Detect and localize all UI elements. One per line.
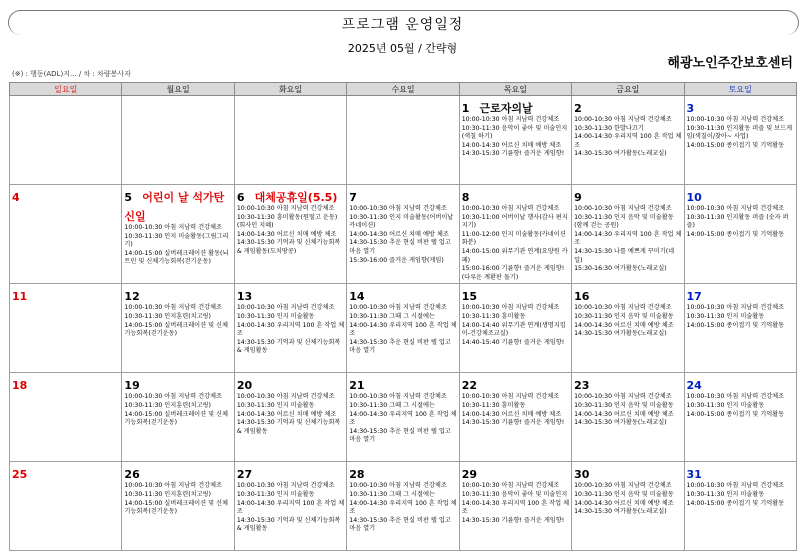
page-subtitle: 2025년 05월 / 간략형 <box>347 42 458 55</box>
calendar-day-cell <box>684 185 796 284</box>
day-header <box>574 285 681 304</box>
day-number: 8 <box>461 191 470 204</box>
day-number: 10 <box>686 191 702 204</box>
calendar-table <box>9 82 797 551</box>
day-schedule: 10:00-10:30 아침 지남력 건강체조 10:30-11:30 인지훈련(치고링) 14:00-15:00 실버레크레이션 및 신체기능회복(걷기운동) <box>124 393 228 427</box>
day-header <box>237 374 344 393</box>
calendar-day-cell <box>234 373 346 462</box>
day-number: 15 <box>461 290 477 304</box>
day-schedule: 10:00-10:30 아침 지남력 건강체조 10:30-11:30 흥미활동 14:00-14:30 어르신 치매 예방 체조 14:30-15:30 기륜향! 즐거운 게임향! <box>461 393 565 427</box>
calendar-week-row <box>10 462 797 551</box>
day-schedule: 10:00-10:30 아침 지남력 건강체조 10:30-11:30 그때 그 시절에는 14:00-14:30 우리지역 100 흔 작업 체조 14:30-15:30 추운 현실 비판 텔 업고 마음 열기 <box>349 393 457 444</box>
day-schedule: 10:00-10:30 아침 지남력 건강체조 10:30-11:30 인지 미술활동 14:00-15:00 종이접기 및 기억활동 <box>686 393 785 418</box>
calendar-body <box>10 96 797 551</box>
day-header <box>12 285 119 304</box>
calendar-day-cell <box>459 284 571 373</box>
calendar-day-cell <box>572 284 684 373</box>
calendar-day-cell <box>684 462 796 551</box>
day-header <box>12 463 119 482</box>
day-header <box>124 186 231 224</box>
day-header <box>687 463 794 482</box>
day-number: 12 <box>124 290 140 304</box>
day-schedule: 10:00-10:30 아침 지남력 건강체조 10:30-11:30 인지 미술활동 14:00-15:00 종이접기 및 기억활동 <box>686 304 785 329</box>
day-header <box>462 463 569 482</box>
calendar-day-cell <box>122 185 234 284</box>
day-number: 19 <box>124 379 140 393</box>
day-header <box>124 374 231 393</box>
calendar-day-cell <box>459 96 571 185</box>
day-number: 7 <box>349 191 357 204</box>
legend-note: (※) : 행동(ADL)지... / 차 : 차량봉사자 <box>12 70 131 78</box>
day-schedule: 10:00-10:30 아침 지남력 건강체조 10:30-11:30 인지 음악 및 미술활동(함께 걷는 공원) 14:00-14:30 우리지역 100 흔 작업 체조 14:30-15:30 나를 예쁘게 꾸미기(네일) 15:30-16:30 여가활동(노래교실) <box>574 205 682 273</box>
day-schedule: 10:00-10:30 아침 지남력 건강체조 10:30-11:30 인지 음악 및 미술활동 14:00-14:30 어르신 치매 예방 체조 14:30-15:30 여가활동(노래교실) <box>574 393 674 427</box>
day-number: 17 <box>686 290 702 304</box>
calendar-week-row <box>10 284 797 373</box>
day-number: 28 <box>349 468 365 482</box>
holiday-label: 근로자의날 <box>479 102 533 115</box>
day-schedule: 10:00-10:30 아침 지남력 건강체조 10:30-11:30 인지 미술활동 14:00-14:30 우리지역 100 흔 작업 체조 14:30-15:30 기억과 및 신체기능회복 & 게임활동 <box>236 304 345 355</box>
calendar-day-cell <box>459 185 571 284</box>
day-number: 26 <box>124 468 140 482</box>
calendar-day-cell <box>122 96 234 185</box>
day-number: 25 <box>12 468 28 482</box>
day-number: 3 <box>686 102 695 115</box>
day-schedule: 10:00-10:30 아침 지남력 건강체조 10:30-11:30 한발나끄기 14:00-14:30 우리지역 100 흔 작업 체조 14:30-15:30 여가활동(노래교실) <box>574 116 682 158</box>
calendar-day-cell <box>10 373 122 462</box>
calendar-day-cell <box>459 462 571 551</box>
day-number: 27 <box>236 468 253 482</box>
day-header <box>462 186 569 205</box>
calendar-day-cell <box>572 373 684 462</box>
calendar-day-cell <box>347 185 459 284</box>
calendar-week-row <box>10 373 797 462</box>
calendar-day-cell <box>459 373 571 462</box>
day-schedule: 10:00-10:30 아침 지남력 건강체조 10:30-11:30 인지 미술활동(그림그리기) 14:00-15:00 실버레크레이션 활동(뇌트민 및 신체기능회복(걷기운동) <box>124 224 229 266</box>
day-header <box>349 374 456 393</box>
calendar-day-cell <box>347 462 459 551</box>
calendar-day-cell <box>234 96 346 185</box>
day-schedule: 10:00-10:30 아침 지남력 건강체조 10:30-11:30 인지 미술활동 14:00-14:30 어르신 치매 예방 체조 14:30-15:30 기억과 및 신체기능회복 & 게임활동 <box>236 393 341 435</box>
day-schedule: 10:00-10:30 아침 지남력 건강체조 10:30-11:30 음악이 좋아 및 미술인지(색칠 하기) 14:00-14:30 어르신 치매 예방 체조 14:30-15:30 기륜향! 즐거운 게임향! <box>461 116 568 158</box>
day-header <box>237 463 344 482</box>
day-header <box>12 374 119 393</box>
day-header <box>124 285 231 304</box>
day-number: 4 <box>12 191 20 204</box>
holiday-label: 대체공휴일(5.5) <box>254 191 338 204</box>
calendar-week-row <box>10 96 797 185</box>
day-schedule: 10:00-10:30 아침 지남력 건강체조 10:30-11:30 인지 음악 및 미술활동 14:00-14:30 어르신 치매 예방 체조 14:30-15:30 여가활동(노래교실) <box>574 304 674 338</box>
day-schedule: 10:00-10:30 아침 지남력 건강체조 10:30-11:30 인지활동 퍼즐 및 보드게임(색칠이/찾아~ 사업) 14:00-15:00 종이접기 및 기억활동 <box>686 116 793 149</box>
weekday-header: 토요일 <box>684 83 796 96</box>
day-header <box>237 285 344 304</box>
day-schedule: 10:00-10:30 아침 지남력 건강체조 10:30-11:30 인지 미술활동 14:00-14:30 우리지역 100 흔 작업 체조 14:30-15:30 기억과 및 신체기능회복 & 게임활동 <box>236 482 345 533</box>
day-schedule: 10:00-10:30 아침 지남력 건강체조 10:30-11:30 음악이 좋아 및 미술인지 14:00-14:30 우리지역 100 흔 작업 체조 14:30-15:30 기륜향! 즐거운 게임향! <box>461 482 570 524</box>
day-number: 29 <box>461 468 477 482</box>
calendar-day-cell <box>572 96 684 185</box>
calendar-day-cell <box>347 284 459 373</box>
day-schedule: 10:00-10:30 아침 지남력 건강체조 10:30-11:30 인지 미술활동(어버이날 카네이션) 14:00-14:30 어르신 치매 예방 체조 14:30-15:30 추운 현실 비판 텔 업고 마음 열기 15:30-16:00 즐거운 게임향(게임) <box>349 205 454 264</box>
day-header <box>687 97 794 116</box>
day-header <box>574 186 681 205</box>
day-header <box>687 374 794 393</box>
calendar-day-cell <box>347 96 459 185</box>
day-number: 13 <box>236 290 253 304</box>
organization-name: 해광노인주간보호센터 <box>667 56 793 71</box>
calendar-day-cell <box>234 185 346 284</box>
weekday-header: 화요일 <box>234 83 346 96</box>
day-number: 22 <box>461 379 477 393</box>
weekday-header: 수요일 <box>347 83 459 96</box>
day-header <box>687 186 794 205</box>
calendar-day-cell <box>684 96 796 185</box>
day-number: 5 <box>124 191 133 204</box>
day-number: 1 <box>461 102 470 115</box>
day-number: 20 <box>236 379 253 393</box>
day-schedule: 10:00-10:30 아침 지남력 건강체조 10:30-11:30 인지훈련(치고링) 14:00-15:00 실버레크레이션 및 신체기능회복(걷기운동) <box>124 482 228 516</box>
weekday-header: 일요일 <box>10 83 122 96</box>
day-schedule: 10:00-10:30 아침 지남력 건강체조 10:30-11:30 그때 그 시절에는 14:00-14:30 우리지역 100 흔 작업 체조 14:30-15:30 추운 현실 비판 텔 업고 마음 열기 <box>349 304 457 355</box>
day-header <box>349 463 456 482</box>
day-schedule: 10:00-10:30 아침 지남력 건강체조 10:30-11:30 인지훈련(치고링) 14:00-15:00 실버레크레이션 및 신체기능회복(걷기운동) <box>124 304 228 338</box>
day-header <box>12 186 119 205</box>
day-header <box>349 285 456 304</box>
calendar-day-cell <box>10 96 122 185</box>
day-number: 16 <box>574 290 590 304</box>
day-number: 11 <box>12 290 28 304</box>
calendar-day-cell <box>122 284 234 373</box>
day-schedule: 10:00-10:30 아침 지남력 건강체조 10:30-11:30 흥미활동(원떨고 운동)(회사인 지혜) 14:00-14:30 어르신 치매 예방 체조 14:30-15:30 기억과 및 신체기능회복 & 게임활동(도치땅콩) <box>236 205 341 255</box>
calendar-day-cell <box>10 284 122 373</box>
day-header <box>574 97 681 116</box>
calendar-day-cell <box>347 373 459 462</box>
calendar-week-row <box>10 185 797 284</box>
day-number: 18 <box>12 379 28 393</box>
calendar-day-cell <box>684 284 796 373</box>
day-number: 9 <box>574 191 582 204</box>
weekday-header-row <box>10 83 797 96</box>
day-schedule: 10:00-10:30 아침 지남력 건강체조 10:30-11:30 인지 음악 및 미술활동 14:00-14:30 어르신 치매 예방 체조 14:30-15:30 여가활동(노래교실) <box>574 482 674 516</box>
day-header <box>124 463 231 482</box>
day-number: 24 <box>686 379 702 393</box>
calendar-day-cell <box>572 462 684 551</box>
calendar-day-cell <box>122 373 234 462</box>
day-header <box>349 186 456 205</box>
weekday-header: 목요일 <box>459 83 571 96</box>
day-header <box>574 463 681 482</box>
day-schedule: 10:00-10:30 아침 지남력 건강체조 10:30-11:30 인지활동 퍼즐 (숫자 퍼즐) 14:00-15:00 종이접기 및 기억활동 <box>686 205 789 238</box>
day-header <box>462 285 569 304</box>
day-header <box>462 374 569 393</box>
calendar-day-cell <box>234 284 346 373</box>
day-schedule: 10:00-10:30 아침 지남력 건강체조 10:30-11:30 그때 그 시절에는 14:00-14:30 우리지역 100 흔 작업 체조 14:30-15:30 추운 현실 비판 텔 업고 마음 열기 <box>349 482 457 533</box>
page-title: 프로그램 운영일정 <box>341 17 464 33</box>
calendar-day-cell <box>10 462 122 551</box>
day-header <box>687 285 794 304</box>
holiday-label: 어린이 날 석가탄신일 <box>124 191 225 223</box>
day-header <box>237 186 344 205</box>
day-schedule: 10:00-10:30 아침 지남력 건강체조 10:30-11:00 어버이날 행사(감사 편지 지기) 11:00-12:00 인지 미술활동(카네이션 화분) 14:00-15:00 위무기관 연계(요양원 카페) 15:00-16:00 기륜향! 즐거운 게임향!(다루운 계환판 돌기) <box>461 205 568 281</box>
day-number: 23 <box>574 379 590 393</box>
calendar-day-cell <box>122 462 234 551</box>
day-schedule: 10:00-10:30 아침 지남력 건강체조 10:30-11:30 흥미활동 14:00-14:40 위무기관 연계(생명지킴이-건강체조교실) 14:40-15:40 기륜향! 즐거운 게임향! <box>461 304 566 346</box>
day-header <box>574 374 681 393</box>
calendar-day-cell <box>234 462 346 551</box>
day-number: 14 <box>349 290 365 304</box>
day-number: 6 <box>236 191 245 204</box>
day-number: 30 <box>574 468 590 482</box>
day-number: 2 <box>574 102 582 115</box>
weekday-header: 월요일 <box>122 83 234 96</box>
calendar-day-cell <box>10 185 122 284</box>
calendar-day-cell <box>572 185 684 284</box>
calendar-day-cell <box>684 373 796 462</box>
day-number: 31 <box>686 468 702 482</box>
weekday-header: 금요일 <box>572 83 684 96</box>
day-header <box>462 97 569 116</box>
day-number: 21 <box>349 379 365 393</box>
day-schedule: 10:00-10:30 아침 지남력 건강체조 10:30-11:30 인지 미술활동 14:00-15:00 종이접기 및 기억활동 <box>686 482 785 507</box>
